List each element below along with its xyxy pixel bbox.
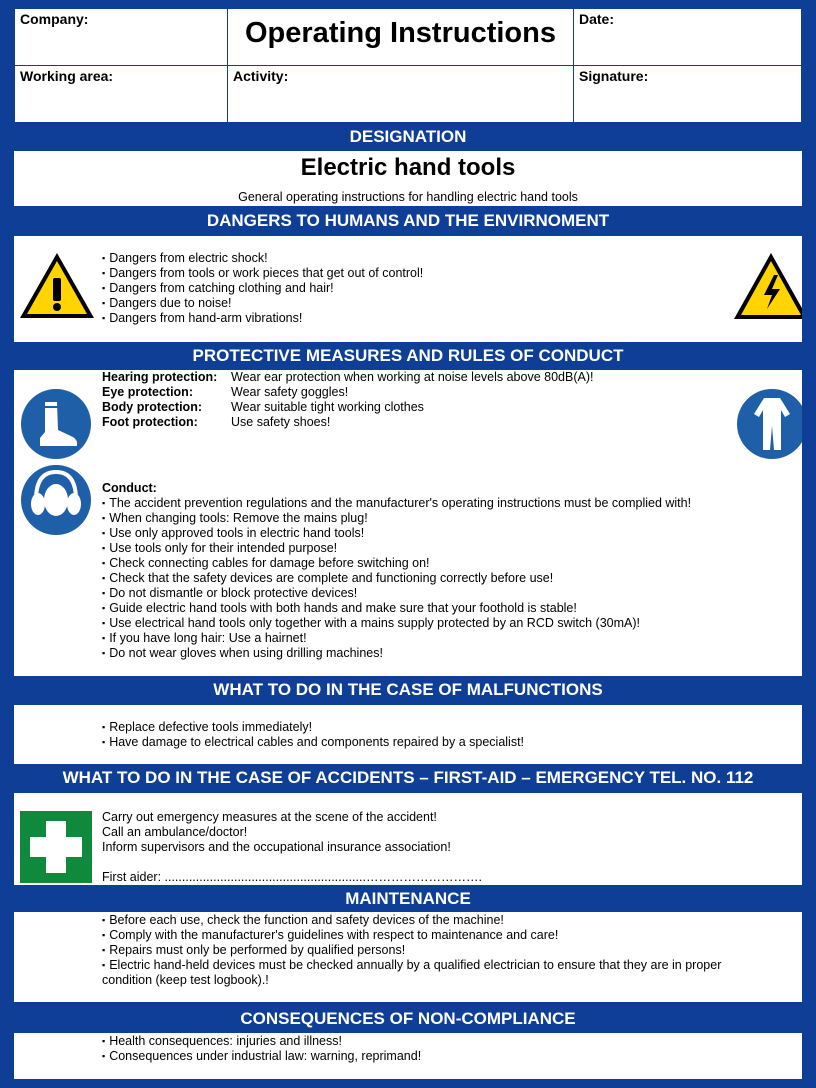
signature-label: Signature:: [579, 68, 649, 84]
ppe-row: [102, 415, 593, 430]
list-item: ▪ Check connecting cables for damage before switching on!: [102, 556, 691, 571]
designation-subtitle: General operating instructions for handling electric hand tools: [238, 190, 578, 204]
signature-cell[interactable]: [573, 65, 802, 123]
ppe-label: Foot protection:: [102, 415, 198, 429]
general-warning-icon: [18, 251, 96, 321]
activity-cell[interactable]: [227, 65, 574, 123]
list-item: ▪ Electric hand-held devices must be checked annually by a qualified electrician to ensure that they are in proper condition (keep test logbook).!: [102, 958, 722, 988]
ppe-row: [102, 385, 593, 400]
protective-panel: [14, 370, 802, 676]
company-label: Company:: [20, 11, 89, 27]
list-item: ▪ Health consequences: injuries and illness!: [102, 1034, 421, 1049]
first-aider-field[interactable]: First aider: ..........................................................……………………….: [102, 870, 482, 884]
ppe-text: Use safety shoes!: [231, 415, 331, 429]
list-item: ▪ Do not wear gloves when using drilling machines!: [102, 646, 691, 661]
maintenance-heading: MAINTENANCE: [345, 889, 471, 908]
accident-line: Call an ambulance/doctor!: [102, 825, 248, 839]
ppe-text: Wear ear protection when working at noise levels above 80dB(A)!: [231, 370, 594, 384]
ppe-text: Wear safety goggles!: [231, 385, 349, 399]
conduct-list: [102, 496, 691, 661]
list-item: ▪ Dangers from tools or work pieces that get out of control!: [102, 266, 423, 281]
malfunctions-heading: WHAT TO DO IN THE CASE OF MALFUNCTIONS: [213, 680, 603, 699]
accident-line: Inform supervisors and the occupational insurance association!: [102, 840, 451, 854]
ppe-label: Body protection:: [102, 400, 202, 414]
ppe-label: Eye protection:: [102, 385, 193, 399]
ppe-row: [102, 370, 593, 385]
list-item: ▪ Dangers from hand-arm vibrations!: [102, 311, 423, 326]
date-label: Date:: [579, 11, 615, 27]
list-item: ▪ Replace defective tools immediately!: [102, 720, 524, 735]
list-item: ▪ Comply with the manufacturer's guidelines with respect to maintenance and care!: [102, 928, 722, 943]
consequences-heading: CONSEQUENCES OF NON-COMPLIANCE: [240, 1009, 576, 1028]
list-item: ▪ Before each use, check the function and safety devices of the machine!: [102, 913, 722, 928]
maintenance-panel: [14, 912, 802, 1002]
dangers-panel: [14, 236, 802, 342]
list-item: ▪ Have damage to electrical cables and components repaired by a specialist!: [102, 735, 524, 750]
protective-heading: PROTECTIVE MEASURES AND RULES OF CONDUCT: [192, 346, 624, 365]
list-item: ▪ Use tools only for their intended purpose!: [102, 541, 691, 556]
ppe-row: [102, 400, 593, 415]
consequences-list: [102, 1034, 421, 1064]
conduct-label: Conduct:: [102, 481, 157, 495]
accidents-panel: [14, 793, 802, 885]
document-title: Operating Instructions: [245, 17, 556, 49]
ppe-text: Wear suitable tight working clothes: [231, 400, 424, 414]
accident-line: Carry out emergency measures at the scene of the accident!: [102, 810, 437, 824]
list-item: ▪ Dangers from catching clothing and hair!: [102, 281, 423, 296]
dangers-list: [102, 251, 423, 326]
first-aid-icon: [18, 809, 94, 885]
safety-shoes-icon: [18, 386, 94, 462]
list-item: ▪ Dangers due to noise!: [102, 296, 423, 311]
working-area-cell[interactable]: [14, 65, 228, 123]
working-area-label: Working area:: [20, 68, 114, 84]
list-item: ▪ Use only approved tools in electric hand tools!: [102, 526, 691, 541]
ppe-label: Hearing protection:: [102, 370, 218, 384]
list-item: ▪ Use electrical hand tools only together with a mains supply protected by an RCD switch (30mA)!: [102, 616, 691, 631]
designation-title: Electric hand tools: [300, 154, 516, 181]
protective-clothing-icon: [734, 386, 802, 462]
list-item: ▪ Consequences under industrial law: warning, reprimand!: [102, 1049, 421, 1064]
list-item: ▪ Do not dismantle or block protective devices!: [102, 586, 691, 601]
designation-heading: DESIGNATION: [349, 127, 467, 146]
ear-protection-icon: [18, 462, 94, 538]
title-cell: [227, 8, 574, 66]
date-cell[interactable]: [573, 8, 802, 66]
list-item: ▪ Repairs must only be performed by qualified persons!: [102, 943, 722, 958]
list-item: ▪ Check that the safety devices are complete and functioning correctly before use!: [102, 571, 691, 586]
list-item: ▪ Guide electric hand tools with both hands and make sure that your foothold is stable!: [102, 601, 691, 616]
list-item: ▪ The accident prevention regulations and the manufacturer's operating instructions must be complied with!: [102, 496, 691, 511]
accidents-heading: WHAT TO DO IN THE CASE OF ACCIDENTS – FIRST-AID – EMERGENCY TEL. NO. 112: [62, 768, 754, 787]
malfunctions-list: [102, 720, 524, 750]
designation-panel: [14, 151, 802, 206]
list-item: ▪ When changing tools: Remove the mains plug!: [102, 511, 691, 526]
list-item: ▪ Dangers from electric shock!: [102, 251, 423, 266]
activity-label: Activity:: [233, 68, 289, 84]
company-cell[interactable]: [14, 8, 228, 66]
maintenance-list: [102, 913, 722, 988]
ppe-list: [102, 370, 593, 430]
malfunctions-panel: [14, 705, 802, 764]
list-item: ▪ If you have long hair: Use a hairnet!: [102, 631, 691, 646]
dangers-heading: DANGERS TO HUMANS AND THE ENVIRNOMENT: [206, 211, 610, 230]
consequences-panel: [14, 1033, 802, 1079]
electric-shock-warning-icon: [734, 251, 802, 323]
